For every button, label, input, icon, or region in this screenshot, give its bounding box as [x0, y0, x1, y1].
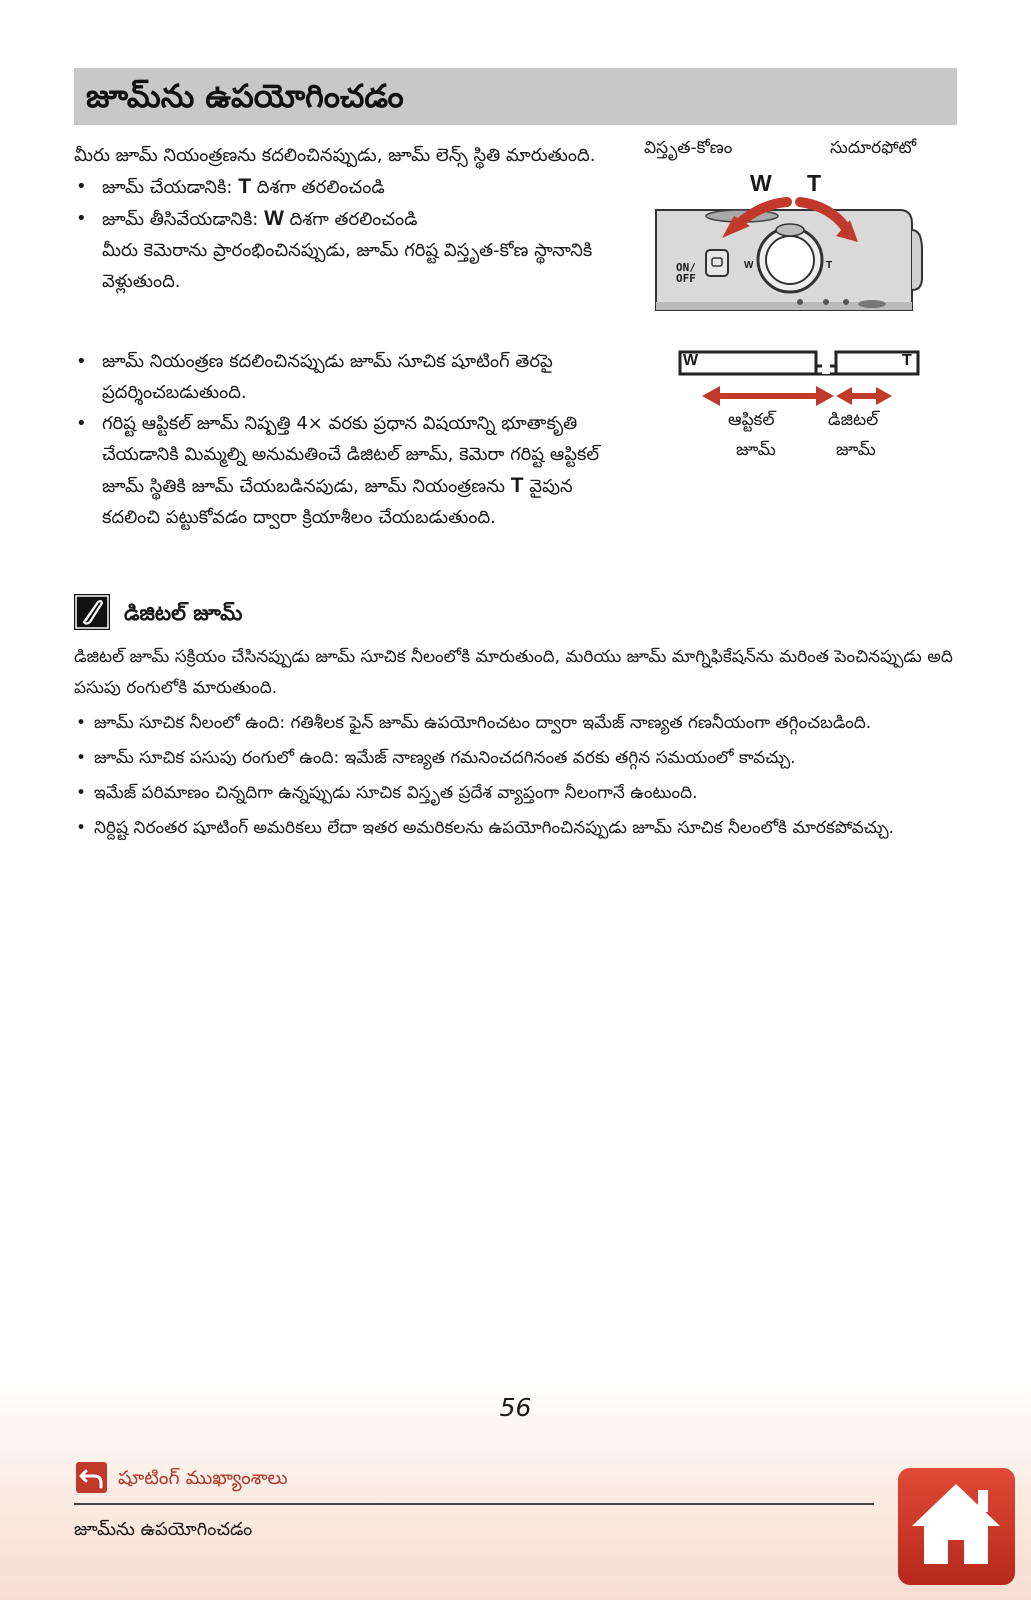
- t-direction-letter: T: [807, 170, 822, 196]
- footer-divider: [74, 1503, 874, 1505]
- digital-zoom-label-line2: జూమ్: [836, 440, 876, 460]
- bullet-text: జూమ్ తీసివేయడానికి:: [102, 209, 265, 230]
- list-item: • ఇమేజ్ పరిమాణం చిన్నదిగా ఉన్నప్పుడు సూచిక విస్తృత ప్రదేశ వ్యాప్తంగా నీలంగానే ఉంటుంది.: [74, 778, 957, 809]
- list-item: • జూమ్ సూచిక పసుపు రంగులో ఉంది: ఇమేజ్ నాణ్యత గమనించదగినంత వరకు తగ్గిన సమయంలో కావచ్చు.: [74, 743, 957, 774]
- w-direction-letter: W: [750, 170, 772, 196]
- camera-illustration: [650, 138, 970, 478]
- t-key-label: T: [510, 474, 524, 497]
- note-paragraph: డిజిటల్ జూమ్ సక్రియం చేసినప్పుడు జూమ్ సూచిక నీలంలోకి మారుతుంది, మరియు జూమ్ మాగ్నిఫికేషన్‌ను మరింత పెంచినప్పుడు అది పసుపు రంగులోకి మారుతుంది.: [74, 647, 953, 698]
- note-header: [74, 594, 474, 632]
- note-list: [74, 708, 957, 844]
- telephoto-label: సుదూరఫోటో: [830, 138, 917, 158]
- indicator-t-label: T: [902, 352, 912, 369]
- camera-t-mark: T: [826, 260, 833, 271]
- list-item: [74, 203, 634, 235]
- pencil-note-icon: [74, 594, 110, 630]
- page-number: 56: [499, 1393, 532, 1422]
- optical-zoom-label-line1: ఆప్టికల్: [728, 410, 775, 430]
- bullet-text: దిశగా తరలించండి: [251, 177, 385, 198]
- list-item: • నిర్దిష్ట నిరంతర షూటింగ్ అమరికలు లేదా ఇతర అమరికలను ఉపయోగించినప్పుడు జూమ్ సూచిక నీలంలోకి మారకపోవచ్చు.: [74, 813, 957, 844]
- indicator-list: [74, 346, 634, 533]
- list-item: [74, 171, 634, 203]
- current-page-label: జూమ్‌ను ఉపయోగించడం: [74, 1519, 253, 1540]
- note-title: డిజిటల్ జూమ్: [124, 601, 243, 625]
- home-icon[interactable]: [898, 1468, 1015, 1585]
- intro-section: [74, 140, 634, 297]
- on-off-label: ON/ OFF: [676, 261, 696, 285]
- title-bar: [74, 68, 957, 125]
- wide-angle-label: విస్తృత-కోణం: [644, 138, 733, 158]
- optical-zoom-label-line2: జూమ్: [736, 440, 776, 460]
- camera-w-mark: W: [744, 260, 754, 271]
- page-title: జూమ్‌ను ఉపయోగించడం: [86, 77, 404, 115]
- indicator-w-label: W: [683, 352, 699, 369]
- w-key-label: W: [264, 207, 284, 230]
- bullet-text: గరిష్ట ఆప్టికల్ జూమ్ నిష్పత్తి 4× వరకు ప్రధాన విషయాన్ని భూతాకృతి చేయడానికి మిమ్మల్ని అనుమతించే డిజిటల్ జూమ్, కెమెరా గరిష్ట ఆప్టికల్ జూమ్ స్థితికి జూమ్ చేయబడినపుడు, జూమ్ నియంత్రణను: [102, 413, 600, 497]
- section-link[interactable]: [76, 1462, 576, 1494]
- bullet-text: వైపున కదలించి పట్టుకోవడం ద్వారా క్రియాశీలం చేయబడుతుంది.: [102, 476, 573, 528]
- list-item: [74, 408, 634, 533]
- zoom-direction-list: [74, 171, 634, 235]
- bullet-text: దిశగా తరలించండి: [283, 209, 418, 230]
- back-arrow-icon[interactable]: [76, 1462, 107, 1493]
- note-body: [74, 642, 957, 848]
- startup-note: మీరు కెమెరాను ప్రారంభించినప్పుడు, జూమ్ గరిష్ట విస్తృత-కోణ స్థానానికి వెళ్లుతుంది.: [102, 240, 593, 292]
- indicator-section: [74, 346, 634, 533]
- list-item: • జూమ్ సూచిక నీలంలో ఉంది: గతిశీలక ఫైన్ జూమ్ ఉపయోగించటం ద్వారా ఇమేజ్ నాణ్యత గణనీయంగా తగ్గించబడింది.: [74, 708, 957, 739]
- list-item: • జూమ్ నియంత్రణ కదలించినప్పుడు జూమ్ సూచిక షూటింగ్ తెరపై ప్రదర్శించబడుతుంది.: [74, 346, 634, 408]
- bullet-text: జూమ్ చేయడానికి:: [102, 177, 239, 198]
- section-link-label[interactable]: షూటింగ్ ముఖ్యాంశాలు: [118, 1467, 288, 1489]
- zoom-diagram: [644, 138, 970, 478]
- t-key-label: T: [238, 175, 252, 198]
- intro-paragraph: మీరు జూమ్ నియంత్రణను కదలించినప్పుడు, జూమ్ లెన్స్ స్థితి మారుతుంది.: [74, 145, 596, 166]
- home-button[interactable]: [898, 1468, 1015, 1585]
- digital-zoom-label-line1: డిజిటల్: [828, 410, 879, 430]
